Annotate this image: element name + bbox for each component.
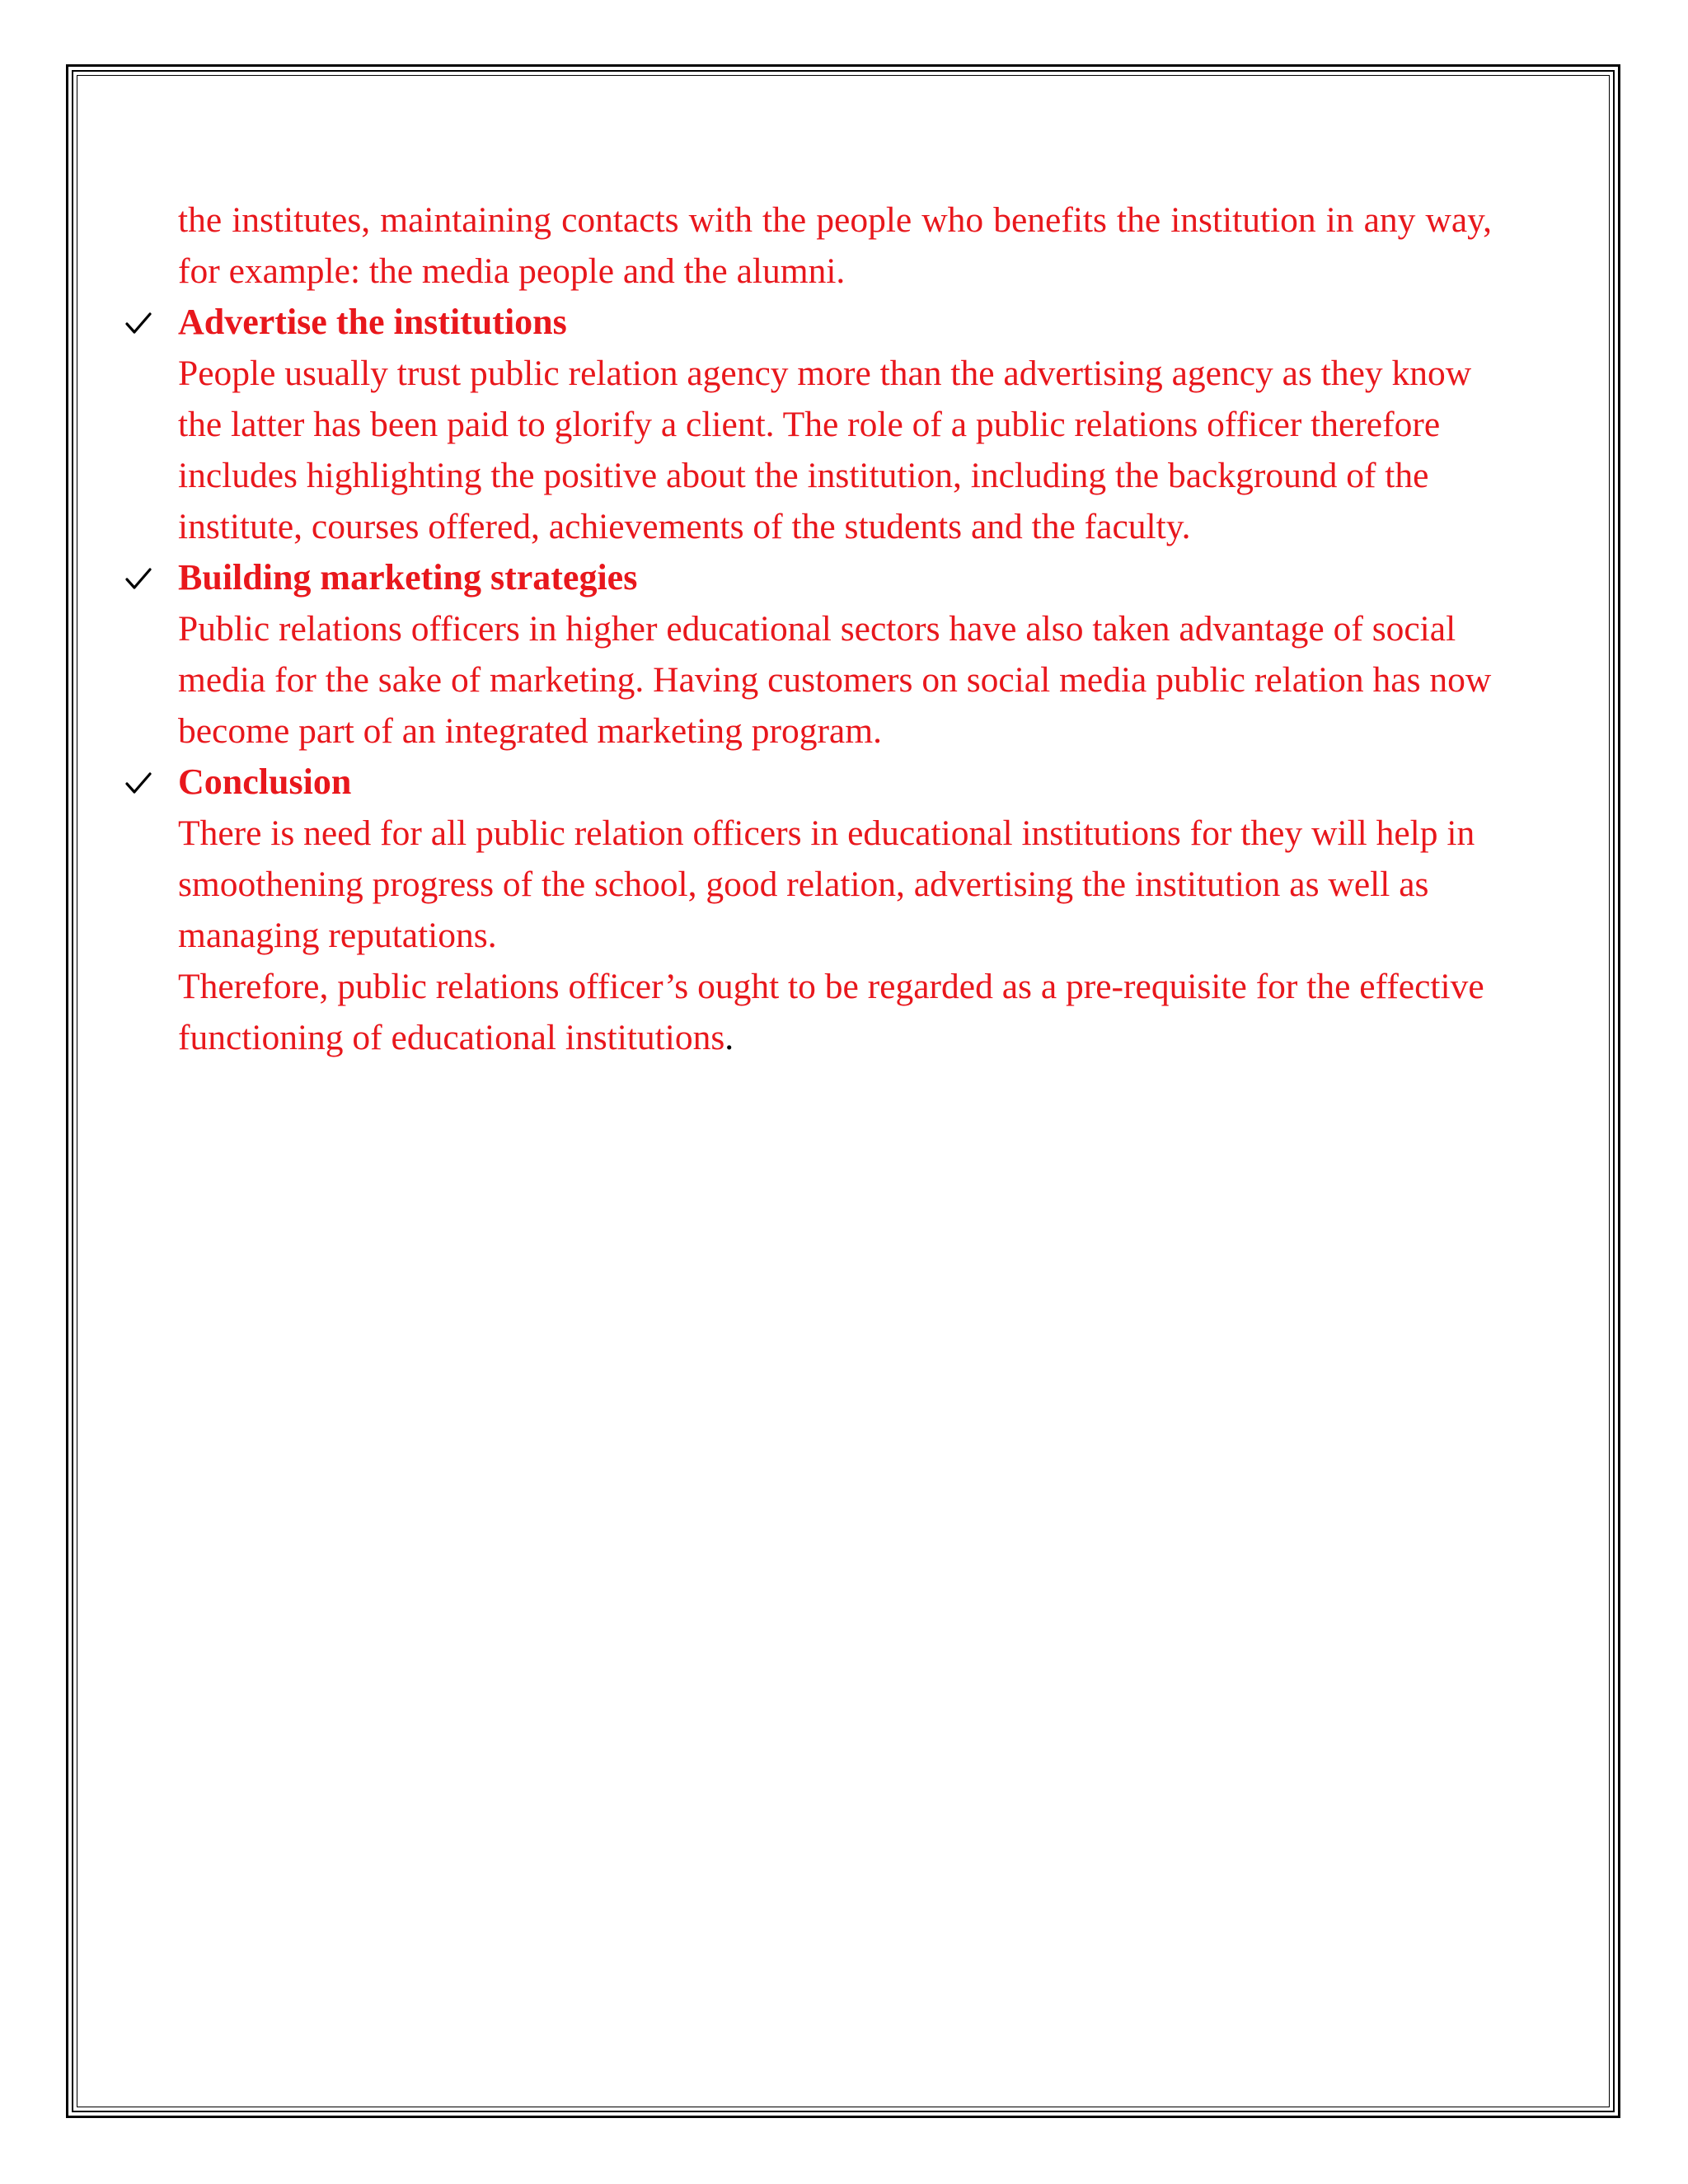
closing-paragraph (178, 961, 1492, 1063)
section-heading (115, 757, 1492, 808)
document-body (115, 194, 1492, 1063)
closing-period: . (724, 1018, 734, 1057)
section-conclusion (115, 757, 1492, 1063)
section-paragraph: There is need for all public relation officers in educational institutions for they will help in smoothening progress of the school, good relation, advertising the institution as well as managing reputations. (178, 813, 1475, 955)
intro-paragraph: the institutes, maintaining contacts with the people who benefits the institution in any way, for example: the media people and the alumni. (178, 200, 1492, 291)
section-heading (115, 297, 1492, 348)
section-heading-text: Conclusion (178, 762, 352, 802)
section-paragraph: Public relations officers in higher educational sectors have also taken advantage of social media for the sake of marketing. Having customers on social media public relation has now become part of an integrated marketing program. (178, 609, 1492, 751)
check-mark-icon (125, 297, 158, 348)
section-advertise (115, 297, 1492, 552)
closing-paragraph-text: Therefore, public relations officer’s ought to be regarded as a pre-requisite for the effective functioning of educational institutions (178, 967, 1484, 1057)
section-marketing (115, 552, 1492, 757)
section-heading-text: Building marketing strategies (178, 557, 638, 598)
section-heading (115, 552, 1492, 603)
section-heading-text: Advertise the institutions (178, 302, 567, 342)
check-mark-icon (125, 757, 158, 808)
check-mark-icon (125, 552, 158, 603)
section-paragraph: People usually trust public relation agency more than the advertising agency as they know the latter has been paid to glorify a client. The role of a public relations officer therefore includes highlighting the positive about the institution, including the background of the institute, courses offered, achievements of the students and the faculty. (178, 354, 1472, 546)
